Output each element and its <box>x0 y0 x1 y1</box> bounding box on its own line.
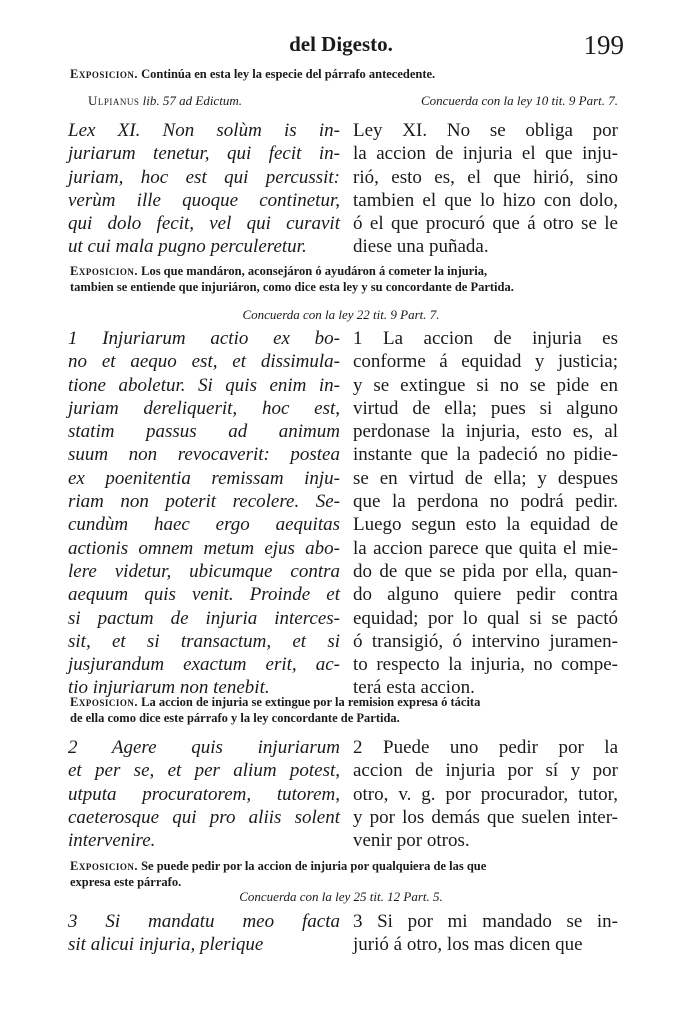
text-line: si pactum de injuria interces- <box>68 607 340 629</box>
text-line: y por los demás que suelen inter- <box>353 806 618 828</box>
page-number: 199 <box>583 30 624 60</box>
text-line: ut cui mala pugno perculeretur. <box>68 236 307 258</box>
latin-column <box>68 327 340 700</box>
source-reference-left <box>88 93 242 109</box>
text-line: 2 Agere quis injuriarum <box>68 737 340 758</box>
text-line: perdonase la injuria, esto es, al <box>353 421 618 443</box>
text-line: ó transigió, ó intervino juramen- <box>353 630 618 652</box>
exposicion-text-line: La accion de injuria se extingue por la remision expresa ó tácita <box>141 695 481 709</box>
text-line: equidad; por lo qual si se pactó <box>353 607 618 629</box>
spanish-column <box>353 736 618 852</box>
text-line: venir por otros. <box>353 830 470 852</box>
text-line: verùm ille quoque continetur, <box>68 189 340 211</box>
text-line: qui dolo fecit, vel qui curavit <box>68 213 340 235</box>
exposicion-text-line: de ella como dice este párrafo y la ley concordante de Partida. <box>70 711 400 725</box>
concordance-reference: Concuerda con la ley 22 tit. 9 Part. 7. <box>242 307 440 322</box>
text-line: 2 Puede uno pedir por la <box>353 737 618 758</box>
text-line: 1 La accion de injuria es <box>353 328 618 349</box>
text-line: sit, et si transactum, et si <box>68 630 340 652</box>
spanish-column <box>353 910 618 957</box>
text-line: virtud de ella; pues si alguno <box>353 397 618 419</box>
latin-column <box>68 736 340 852</box>
exposicion-note <box>70 66 618 82</box>
source-author: Ulpianus <box>88 93 140 108</box>
text-line: se en virtud de ella; y despues <box>353 467 618 489</box>
text-line: lere videtur, ubicumque contra <box>68 560 340 582</box>
text-line: Luego segun esto la equidad de <box>353 514 618 536</box>
text-line: ex poenitentia remissam inju- <box>68 467 340 489</box>
text-line: aequum quis venit. Proinde et <box>68 584 340 606</box>
text-line: jurió á otro, los mas dicen que <box>353 934 583 956</box>
text-line: 3 Si mandatu meo facta <box>68 911 340 932</box>
text-line: Ley XI. No se obliga por <box>353 120 618 141</box>
text-line: do de que se pida por ella, quan- <box>353 560 618 582</box>
exposicion-text-line: Se puede pedir por la accion de injuria por qualquiera de las que <box>141 859 487 873</box>
text-line: statim passus ad animum <box>68 421 340 443</box>
text-line: juriam dereliquerit, hoc est, <box>68 397 340 419</box>
text-line: que la perdona no podrá pedir. <box>353 491 618 513</box>
text-line: terá esta accion. <box>353 677 475 699</box>
text-line: tio injuriarum non tenebit. <box>68 677 270 699</box>
text-line: do alguno quiere pedir contra <box>353 584 618 606</box>
text-line: otro, v. g. por procurador, tutor, <box>353 783 618 805</box>
text-line: sit alicui injuria, plerique <box>68 934 264 956</box>
spanish-column <box>353 327 618 700</box>
text-line: no et aequo est, et dissimula- <box>68 351 340 373</box>
concordance-reference: Concuerda con la ley 10 tit. 9 Part. 7. <box>420 93 618 108</box>
text-line: tione aboletur. Si quis enim in- <box>68 374 340 396</box>
exposicion-text: Continúa en esta ley la especie del párrafo antecedente. <box>141 67 436 81</box>
text-line: rió, esto es, el que hirió, sino <box>353 166 618 188</box>
concordance-reference: Concuerda con la ley 25 tit. 12 Part. 5. <box>239 889 443 904</box>
text-line: diese una puñada. <box>353 236 489 258</box>
text-line: y se extingue si no se pide en <box>353 374 618 396</box>
text-line: to respecto la injuria, no compe- <box>353 654 618 676</box>
text-line: riam non poterit recolere. Se- <box>68 491 340 513</box>
text-line: 3 Si por mi mandado se in- <box>353 911 618 932</box>
text-line: suum non revocaverit: postea <box>68 444 340 466</box>
exposicion-note <box>70 694 618 726</box>
spanish-column <box>353 119 618 259</box>
text-line: accion de injuria por sí y por <box>353 760 618 782</box>
text-line: juriam, hoc est qui percussit: <box>68 166 340 188</box>
text-line: 1 Injuriarum actio ex bo- <box>68 328 340 349</box>
text-line: intervenire. <box>68 830 156 852</box>
exposicion-label: Exposicion. <box>70 695 138 709</box>
exposicion-note <box>70 858 618 890</box>
exposicion-label: Exposicion. <box>70 859 138 873</box>
exposicion-text-line: Los que mandáron, aconsejáron ó ayudáron á cometer la injuria, <box>141 264 488 278</box>
text-line: tambien el que lo hizo con dolo, <box>353 189 618 211</box>
text-line: la accion parece que quita el mie- <box>353 537 618 559</box>
text-line: juriarum tenetur, qui fecit in- <box>68 143 340 165</box>
running-title: del Digesto. <box>289 32 393 56</box>
text-line: caeterosque qui pro aliis solent <box>68 806 340 828</box>
text-line: ó el que procuró que á otro se le <box>353 213 618 235</box>
text-line: conforme á equidad y justicia; <box>353 351 618 373</box>
exposicion-label: Exposicion. <box>70 67 138 81</box>
exposicion-label: Exposicion. <box>70 264 138 278</box>
text-line: actionis omnem metum ejus abo- <box>68 537 340 559</box>
exposicion-note <box>70 263 618 295</box>
text-line: et per se, et per alium potest, <box>68 760 340 782</box>
text-line: utputa procuratorem, tutorem, <box>68 783 340 805</box>
exposicion-text-line: expresa este párrafo. <box>70 875 182 889</box>
text-line: la accion de injuria el que inju- <box>353 143 618 165</box>
text-line: Lex XI. Non solùm is in- <box>68 120 340 141</box>
text-line: jusjurandum exactum erit, ac- <box>68 654 340 676</box>
page-header <box>0 32 682 62</box>
text-line: instante que la padeció no pidie- <box>353 444 618 466</box>
exposicion-text-line: tambien se entiende que injuriáron, como dice esta ley y su concordante de Partida. <box>70 280 514 294</box>
text-line: cundùm haec ergo aequitas <box>68 514 340 536</box>
source-ref: lib. 57 ad Edictum. <box>142 93 242 108</box>
source-row <box>70 93 618 111</box>
latin-column <box>68 910 340 957</box>
latin-column <box>68 119 340 259</box>
